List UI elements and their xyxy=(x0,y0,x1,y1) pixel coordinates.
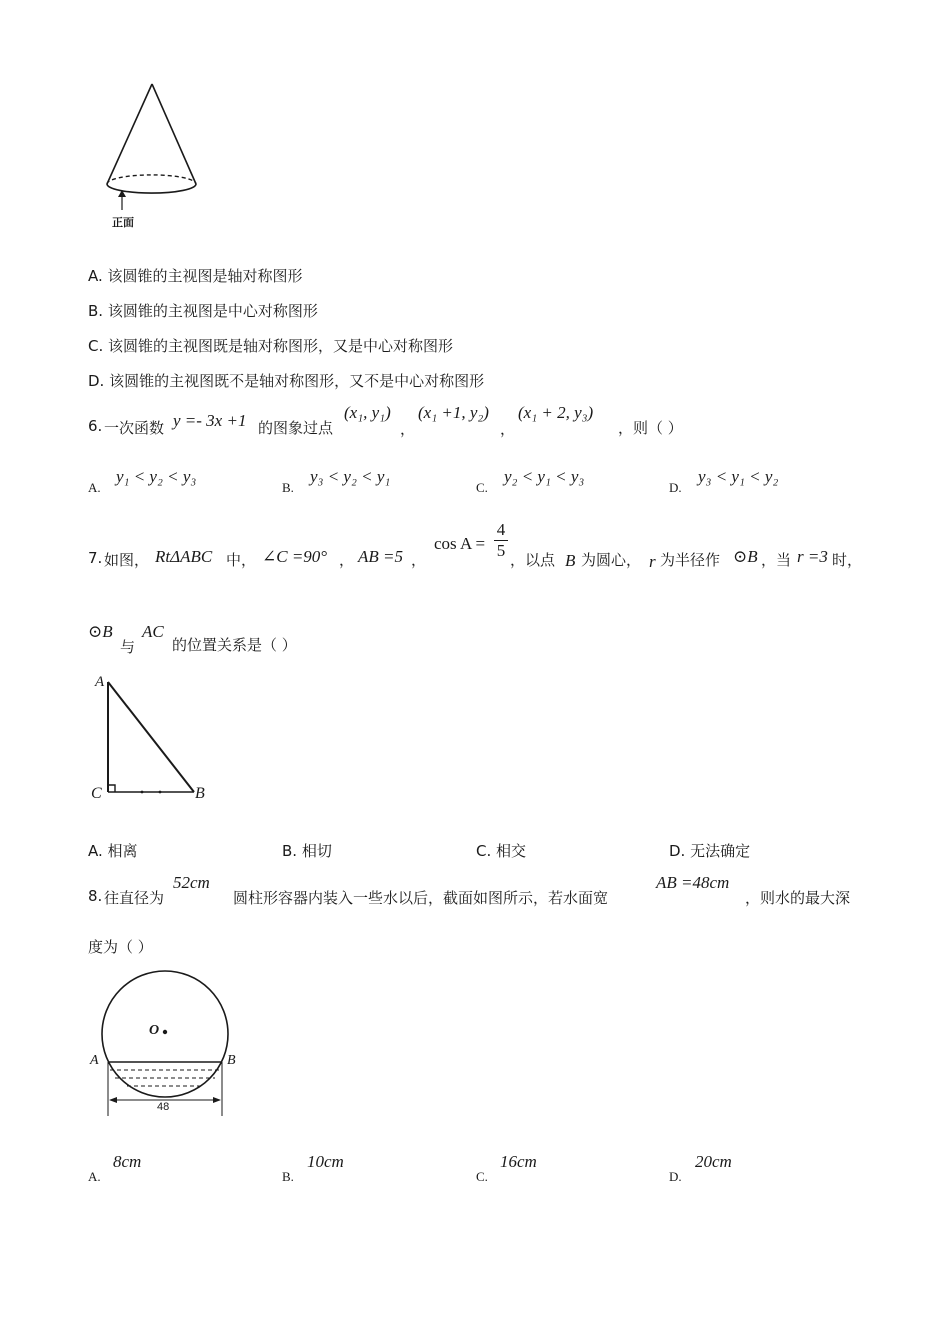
q8-dim-arrow-left xyxy=(109,1097,117,1103)
q6-point2: (x₁ +1, y₂) xyxy=(418,403,489,422)
q6-option-d-expr: y₃ < y₁ < y₂ xyxy=(698,467,779,486)
q7-angle: ∠C =90° xyxy=(262,547,328,566)
q7-r3: r =3 xyxy=(797,547,828,566)
q7-text-c: ，以点 xyxy=(510,551,556,569)
q8-label-b: B xyxy=(227,1053,236,1068)
q6-number: 6. xyxy=(88,417,103,435)
q7-right-angle-mark xyxy=(108,785,115,792)
q7-side-ab xyxy=(108,682,194,792)
q7-label-b: B xyxy=(195,785,205,802)
q8-option-c-value: 16cm xyxy=(500,1152,537,1171)
cone-right-edge xyxy=(152,84,196,184)
q7-option-a: A. 相离 xyxy=(88,842,138,860)
q8-option-b-value: 10cm xyxy=(307,1152,344,1171)
q7-text-a: 如图， xyxy=(104,551,150,569)
q6-option-a-letter: A. xyxy=(88,480,101,495)
q6-sep2: ， xyxy=(500,420,516,438)
q7-line2-ac: AC xyxy=(142,622,164,641)
q7-text-g: 时， xyxy=(832,551,863,569)
q6-text3: ，则（ ） xyxy=(618,419,683,437)
cone-base-back xyxy=(107,175,196,184)
q8-option-a-letter: A. xyxy=(88,1169,101,1184)
q8-center-dot xyxy=(163,1030,167,1034)
q7-fraction-den: 5 xyxy=(494,540,508,561)
q6-option-d-letter: D. xyxy=(669,480,682,495)
q7-comma2: ， xyxy=(411,551,427,569)
q7-fraction-num: 4 xyxy=(496,520,506,539)
q5-option-b: B. 该圆锥的主视图是中心对称图形 xyxy=(88,302,318,320)
q6-option-a-expr: y₁ < y₂ < y₃ xyxy=(116,467,197,486)
q7-label-c: C xyxy=(91,785,102,802)
q8-text2: 圆柱形容器内装入一些水以后，截面如图所示，若水面宽 xyxy=(233,889,609,907)
q7-fraction xyxy=(494,520,508,561)
q5-option-c: C. 该圆锥的主视图既是轴对称图形，又是中心对称图形 xyxy=(88,337,454,355)
q7-text-b: 中， xyxy=(226,551,257,569)
q7-number: 7. xyxy=(88,549,103,567)
q7-line2-circle: ⊙B xyxy=(88,622,113,641)
q7-option-d: D. 无法确定 xyxy=(669,842,751,860)
q7-option-c: C. 相交 xyxy=(476,842,527,860)
q6-text2: 的图象过点 xyxy=(258,419,334,437)
q7-circle-b: ⊙B xyxy=(733,547,758,566)
q8-label-a: A xyxy=(90,1053,99,1068)
q7-line2-text: 的位置关系是（ ） xyxy=(172,636,297,654)
q7-triangle: RtΔABC xyxy=(155,547,213,566)
q7-option-b: B. 相切 xyxy=(282,842,332,860)
q8-label-width: 48 xyxy=(157,1101,170,1113)
cone-left-edge xyxy=(107,84,152,184)
q6-option-b-expr: y₃ < y₂ < y₁ xyxy=(310,467,391,486)
q6-option-c-expr: y₂ < y₁ < y₃ xyxy=(504,467,585,486)
q8-number: 8. xyxy=(88,887,103,905)
q7-r: r xyxy=(649,552,656,571)
q7-text-d: 为圆心， xyxy=(581,551,642,569)
q8-text3: ，则水的最大深 xyxy=(745,889,851,907)
q8-option-d-letter: D. xyxy=(669,1169,682,1184)
q7-line2-with: 与 xyxy=(120,638,136,656)
q8-text1: 往直径为 xyxy=(104,889,165,907)
q8-option-a-value: 8cm xyxy=(113,1152,142,1171)
q7-comma: ， xyxy=(339,551,355,569)
q7-cb-dot-1 xyxy=(141,791,144,794)
q8-ab: AB =48cm xyxy=(656,873,730,892)
q7-text-f: ，当 xyxy=(761,551,792,569)
q7-cos: cos A = xyxy=(434,534,486,553)
q8-text4: 度为（ ） xyxy=(88,938,153,956)
q6-option-c-letter: C. xyxy=(476,480,488,495)
cone-front-label: 正面 xyxy=(112,216,134,229)
q7-label-a: A xyxy=(95,674,105,690)
q5-option-d: D. 该圆锥的主视图既不是轴对称图形，又不是中心对称图形 xyxy=(88,372,485,390)
q8-option-b-letter: B. xyxy=(282,1169,294,1184)
q6-text1: 一次函数 xyxy=(104,419,165,437)
q8-option-d-value: 20cm xyxy=(695,1152,732,1171)
q7-text-e: 为半径作 xyxy=(660,551,721,569)
q7-cb-dot-2 xyxy=(159,791,162,794)
q8-diameter: 52cm xyxy=(173,873,210,892)
q8-circle-figure xyxy=(88,968,248,1120)
q5-option-a: A. 该圆锥的主视图是轴对称图形 xyxy=(88,267,303,285)
q6-point3: (x₁ + 2, y₃) xyxy=(518,403,594,422)
q7-point-b: B xyxy=(565,551,576,570)
q7-ab: AB =5 xyxy=(358,547,403,566)
q6-function: y =- 3x +1 xyxy=(173,411,247,430)
q6-sep1: ， xyxy=(400,420,416,438)
q8-dim-arrow-right xyxy=(213,1097,221,1103)
q8-label-o: O xyxy=(149,1023,160,1038)
q8-option-c-letter: C. xyxy=(476,1169,488,1184)
cone-base-front xyxy=(107,184,196,193)
q6-point1: (x₁, y₁) xyxy=(344,403,391,422)
q6-option-b-letter: B. xyxy=(282,480,294,495)
